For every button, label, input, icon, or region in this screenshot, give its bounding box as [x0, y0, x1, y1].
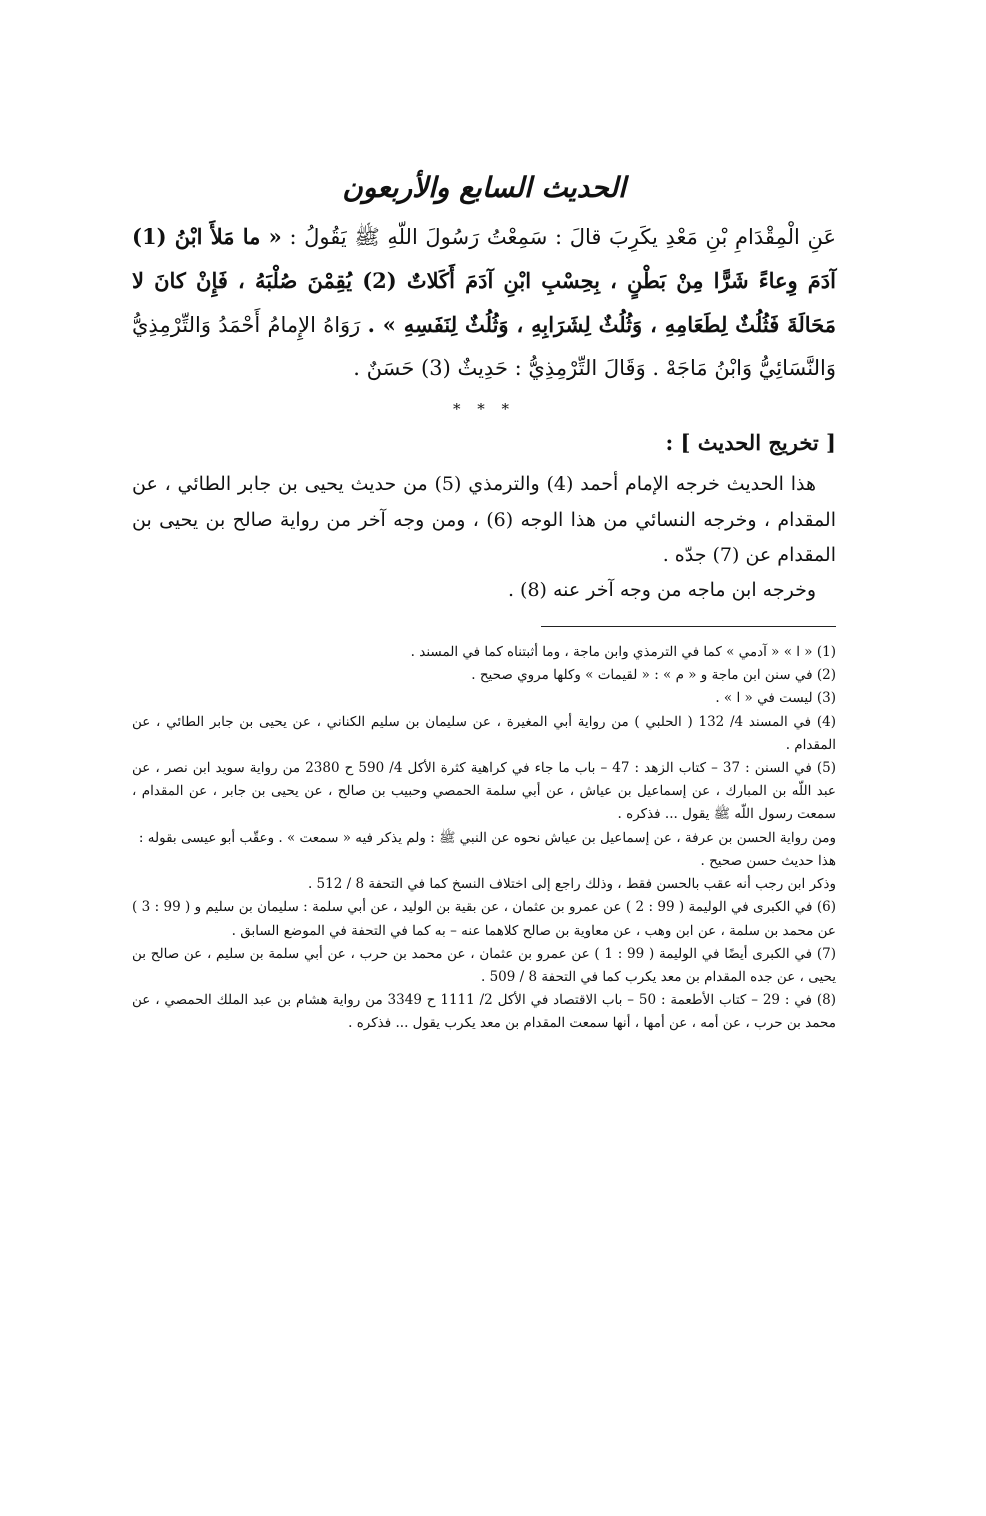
hadith-title: الحديث السابع والأربعون: [342, 171, 626, 204]
hadith-narration: رَوَاهُ الإِمامُ أَحْمَدُ وَالتِّرْمِذِيُّ وَالنَّسَائِيُّ وَابْنُ مَاجَهْ . وَقَالَ التِّرْمِذِيُّ : حَدِيثٌ (3) حَسَنٌ .: [132, 313, 836, 381]
footnote: (1) « ا » « آدمي » كما في الترمذي وابن ماجة ، وما أثبتناه كما في المسند .: [410, 643, 836, 660]
hadith-text: [132, 215, 836, 390]
page-content: [132, 168, 836, 1036]
footnote: (4) في المسند 4/ 132 ( الحلبي ) من رواية أبي المغيرة ، عن سليمان بن سليم الكناني ، عن يحيى بن جابر الطائي ، عن المقدام .: [132, 713, 836, 753]
footnote: (3) ليست في « ا » .: [715, 690, 836, 707]
footnotes: [132, 641, 836, 1036]
hadith-chain: عَنِ الْمِقْدَامِ بْنِ مَعْدِ يكَرِبَ قالَ : سَمِعْتُ رَسُولَ اللّهِ ﷺ يَقُولُ :: [289, 225, 836, 250]
footnote: وذكر ابن رجب أنه عقب بالحسن فقط ، وذلك راجع إلى اختلاف النسخ كما في التحفة 8 / 512 .: [307, 876, 836, 893]
section-separator: * * *: [452, 400, 516, 419]
footnote: (8) في : 29 – كتاب الأطعمة : 50 – باب الاقتصاد في الأكل 2/ 1111 ح 3349 من رواية هشام بن عبد الملك الحمصي ، عن محمد بن حرب ، عن أمه ، عن أمها ، أنها سمعت المقدام بن معد يكرب يقول ... فذكره .: [132, 992, 837, 1032]
footnote: (2) في سنن ابن ماجة و « م » : « لقيمات » وكلها مروي صحيح .: [471, 667, 836, 684]
takhrij-paragraph: وخرجه ابن ماجه من وجه آخر عنه (8) .: [507, 578, 816, 601]
takhrij-paragraph: هذا الحديث خرجه الإمام أحمد (4) والترمذي (5) من حديث يحيى بن جابر الطائي ، عن المقدام ، وخرجه النسائي من هذا الوجه (6) ، ومن وجه آخر من رواية صالح بن يحيى بن المقدام عن (7) جدّه .: [132, 473, 837, 566]
footnote-divider: [541, 626, 836, 627]
footnote: هذا حديث حسن صحيح .: [700, 852, 836, 869]
footnote: (6) في الكبرى في الوليمة ( 99 : 2 ) عن عمرو بن عثمان ، عن بقية بن الوليد ، عن أبي سلمة : سليمان بن سليم و ( 99 : 3 ) عن محمد بن سلمة ، عن ابن وهب ، عن معاوية بن صالح كلاهما عنه – به كما في التحفة في الموضع السابق .: [132, 899, 836, 939]
footnote: ومن رواية الحسن بن عرفة ، عن إسماعيل بن عياش نحوه عن النبي ﷺ : ولم يذكر فيه « سمعت » . وعقّب أبو عيسى بقوله :: [138, 829, 836, 846]
hadith-matn: « ما مَلأَ ابْنُ (1) آدَمَ وِعاءً شَرًّا مِنْ بَطْنٍ ، بِحِسْبِ ابْنِ آدَمَ أَكَلاتٌ (2) يُقِمْنَ صُلْبَهُ ، فَإِنْ كانَ لا مَحَالَةَ فَثُلُثٌ لِطَعَامِهِ ، وَثُلُثٌ لِشَرَابِهِ ، وَثُلُثٌ لِنَفَسِهِ » .: [132, 224, 836, 338]
footnote: (7) في الكبرى أيضًا في الوليمة ( 99 : 1 ) عن عمرو بن عثمان ، عن محمد بن حرب ، عن أبي سلمة بن سليم ، عن صالح بن يحيى ، عن جده المقدام بن معد يكرب كما في التحفة 8 / 509 .: [132, 945, 836, 985]
footnote: (5) في السنن : 37 – كتاب الزهد : 47 – باب ما جاء في كراهية كثرة الأكل 4/ 590 ح 2380 من رواية سويد ابن نصر ، عن عبد اللّه بن المبارك ، عن إسماعيل بن عياش ، عن أبي سلمة الحمصي وحبيب بن صالح ، عن يحيى بن جابر ، عن المقدام ، سمعت رسول اللّه ﷺ يقول ... فذكره .: [132, 760, 836, 823]
takhrij-heading: [ تخريج الحديث ] :: [665, 430, 836, 456]
